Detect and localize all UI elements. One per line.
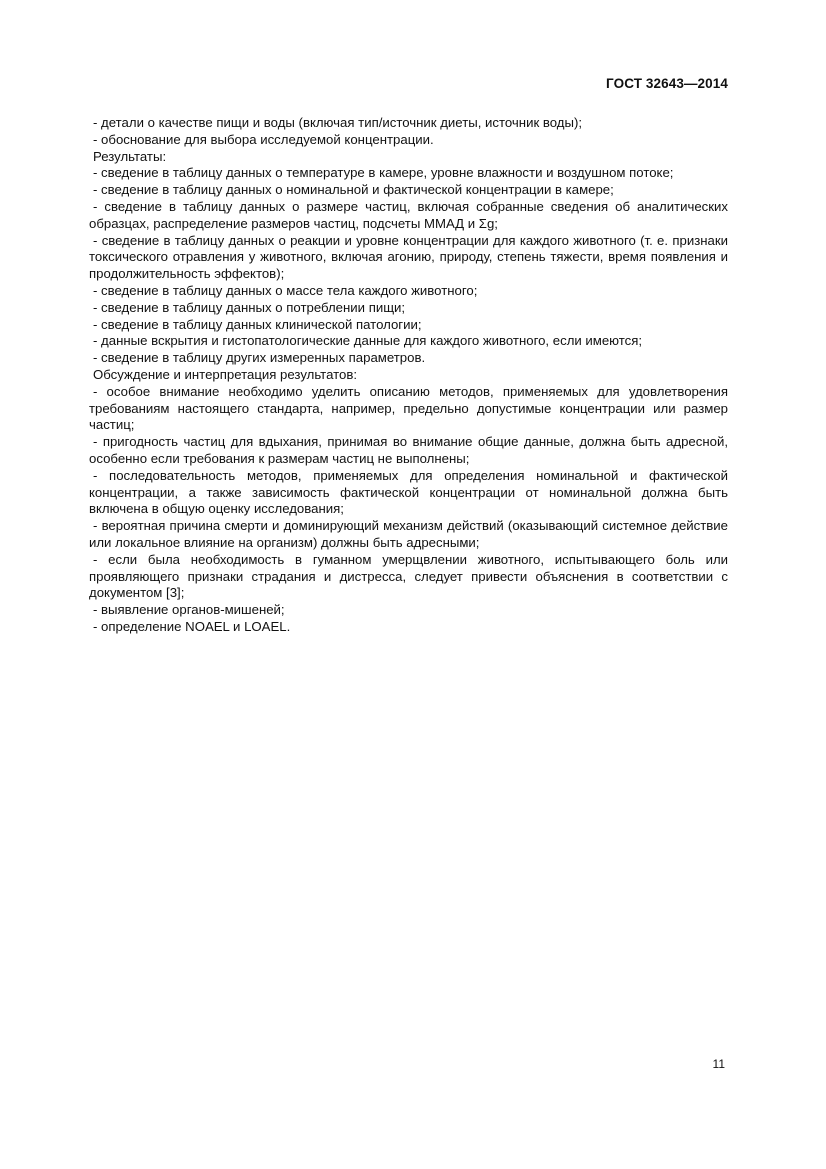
list-item: - если была необходимость в гуманном умерщвлении животного, испытывающего боль или проявляющего признаки страдания и дистресса, следует привести объяснения в соответствии с документом [3]; [89, 551, 728, 601]
list-item: - пригодность частиц для вдыхания, принимая во внимание общие данные, должна быть адресной, особенно если требования к размерам частиц не выполнены; [89, 434, 728, 466]
list-item: - выявление органов-мишеней; [93, 602, 285, 618]
list-item: - сведение в таблицу данных о потреблении пищи; [93, 299, 406, 315]
list-item: - особое внимание необходимо уделить описанию методов, применяемых для удовлетворения требованиям настоящего стандарта, например, предельно допустимые концентрации или размер частиц; [89, 383, 728, 433]
section-heading-discussion: Обсуждение и интерпретация результатов: [93, 366, 358, 382]
list-item: - сведение в таблицу данных о размере частиц, включая собранные сведения об аналитических образцах, распределение размеров частиц, подсчеты ММАД и Σg; [89, 198, 728, 231]
document-body [89, 115, 728, 636]
list-item: - сведение в таблицу данных о массе тела каждого животного; [93, 282, 478, 298]
section-heading-results: Результаты: [93, 148, 167, 164]
list-item: - сведение в таблицу других измеренных параметров. [93, 350, 426, 366]
list-item: - обоснование для выбора исследуемой концентрации. [93, 131, 434, 147]
page-number: 11 [712, 1057, 725, 1071]
list-item: - детали о качестве пищи и воды (включая тип/источник диеты, источник воды); [93, 115, 583, 130]
list-item: - вероятная причина смерти и доминирующий механизм действий (оказывающий системное действие или локальное влияние на организм) должны быть адресными; [89, 518, 728, 550]
document-standard-header: ГОСТ 32643—2014 [606, 76, 728, 91]
list-item: - сведение в таблицу данных клинической патологии; [93, 316, 422, 332]
list-item: - сведение в таблицу данных о температуре в камере, уровне влажности и воздушном потоке; [93, 165, 674, 181]
list-item: - данные вскрытия и гистопатологические данные для каждого животного, если имеются; [93, 333, 643, 349]
list-item: - последовательность методов, применяемых для определения номинальной и фактической концентрации, а также зависимость фактической концентрации от номинальной должна быть включена в общую оценку исследования; [89, 467, 728, 517]
list-item: - сведение в таблицу данных о номинальной и фактической концентрации в камере; [93, 182, 614, 198]
list-item: - определение NOAEL и LOAEL. [93, 618, 291, 634]
list-item: - сведение в таблицу данных о реакции и уровне концентрации для каждого животного (т. е. признаки токсического отравления у животного, включая агонию, природу, степень тяжести, время появления и продолжительность эффектов); [89, 232, 728, 282]
